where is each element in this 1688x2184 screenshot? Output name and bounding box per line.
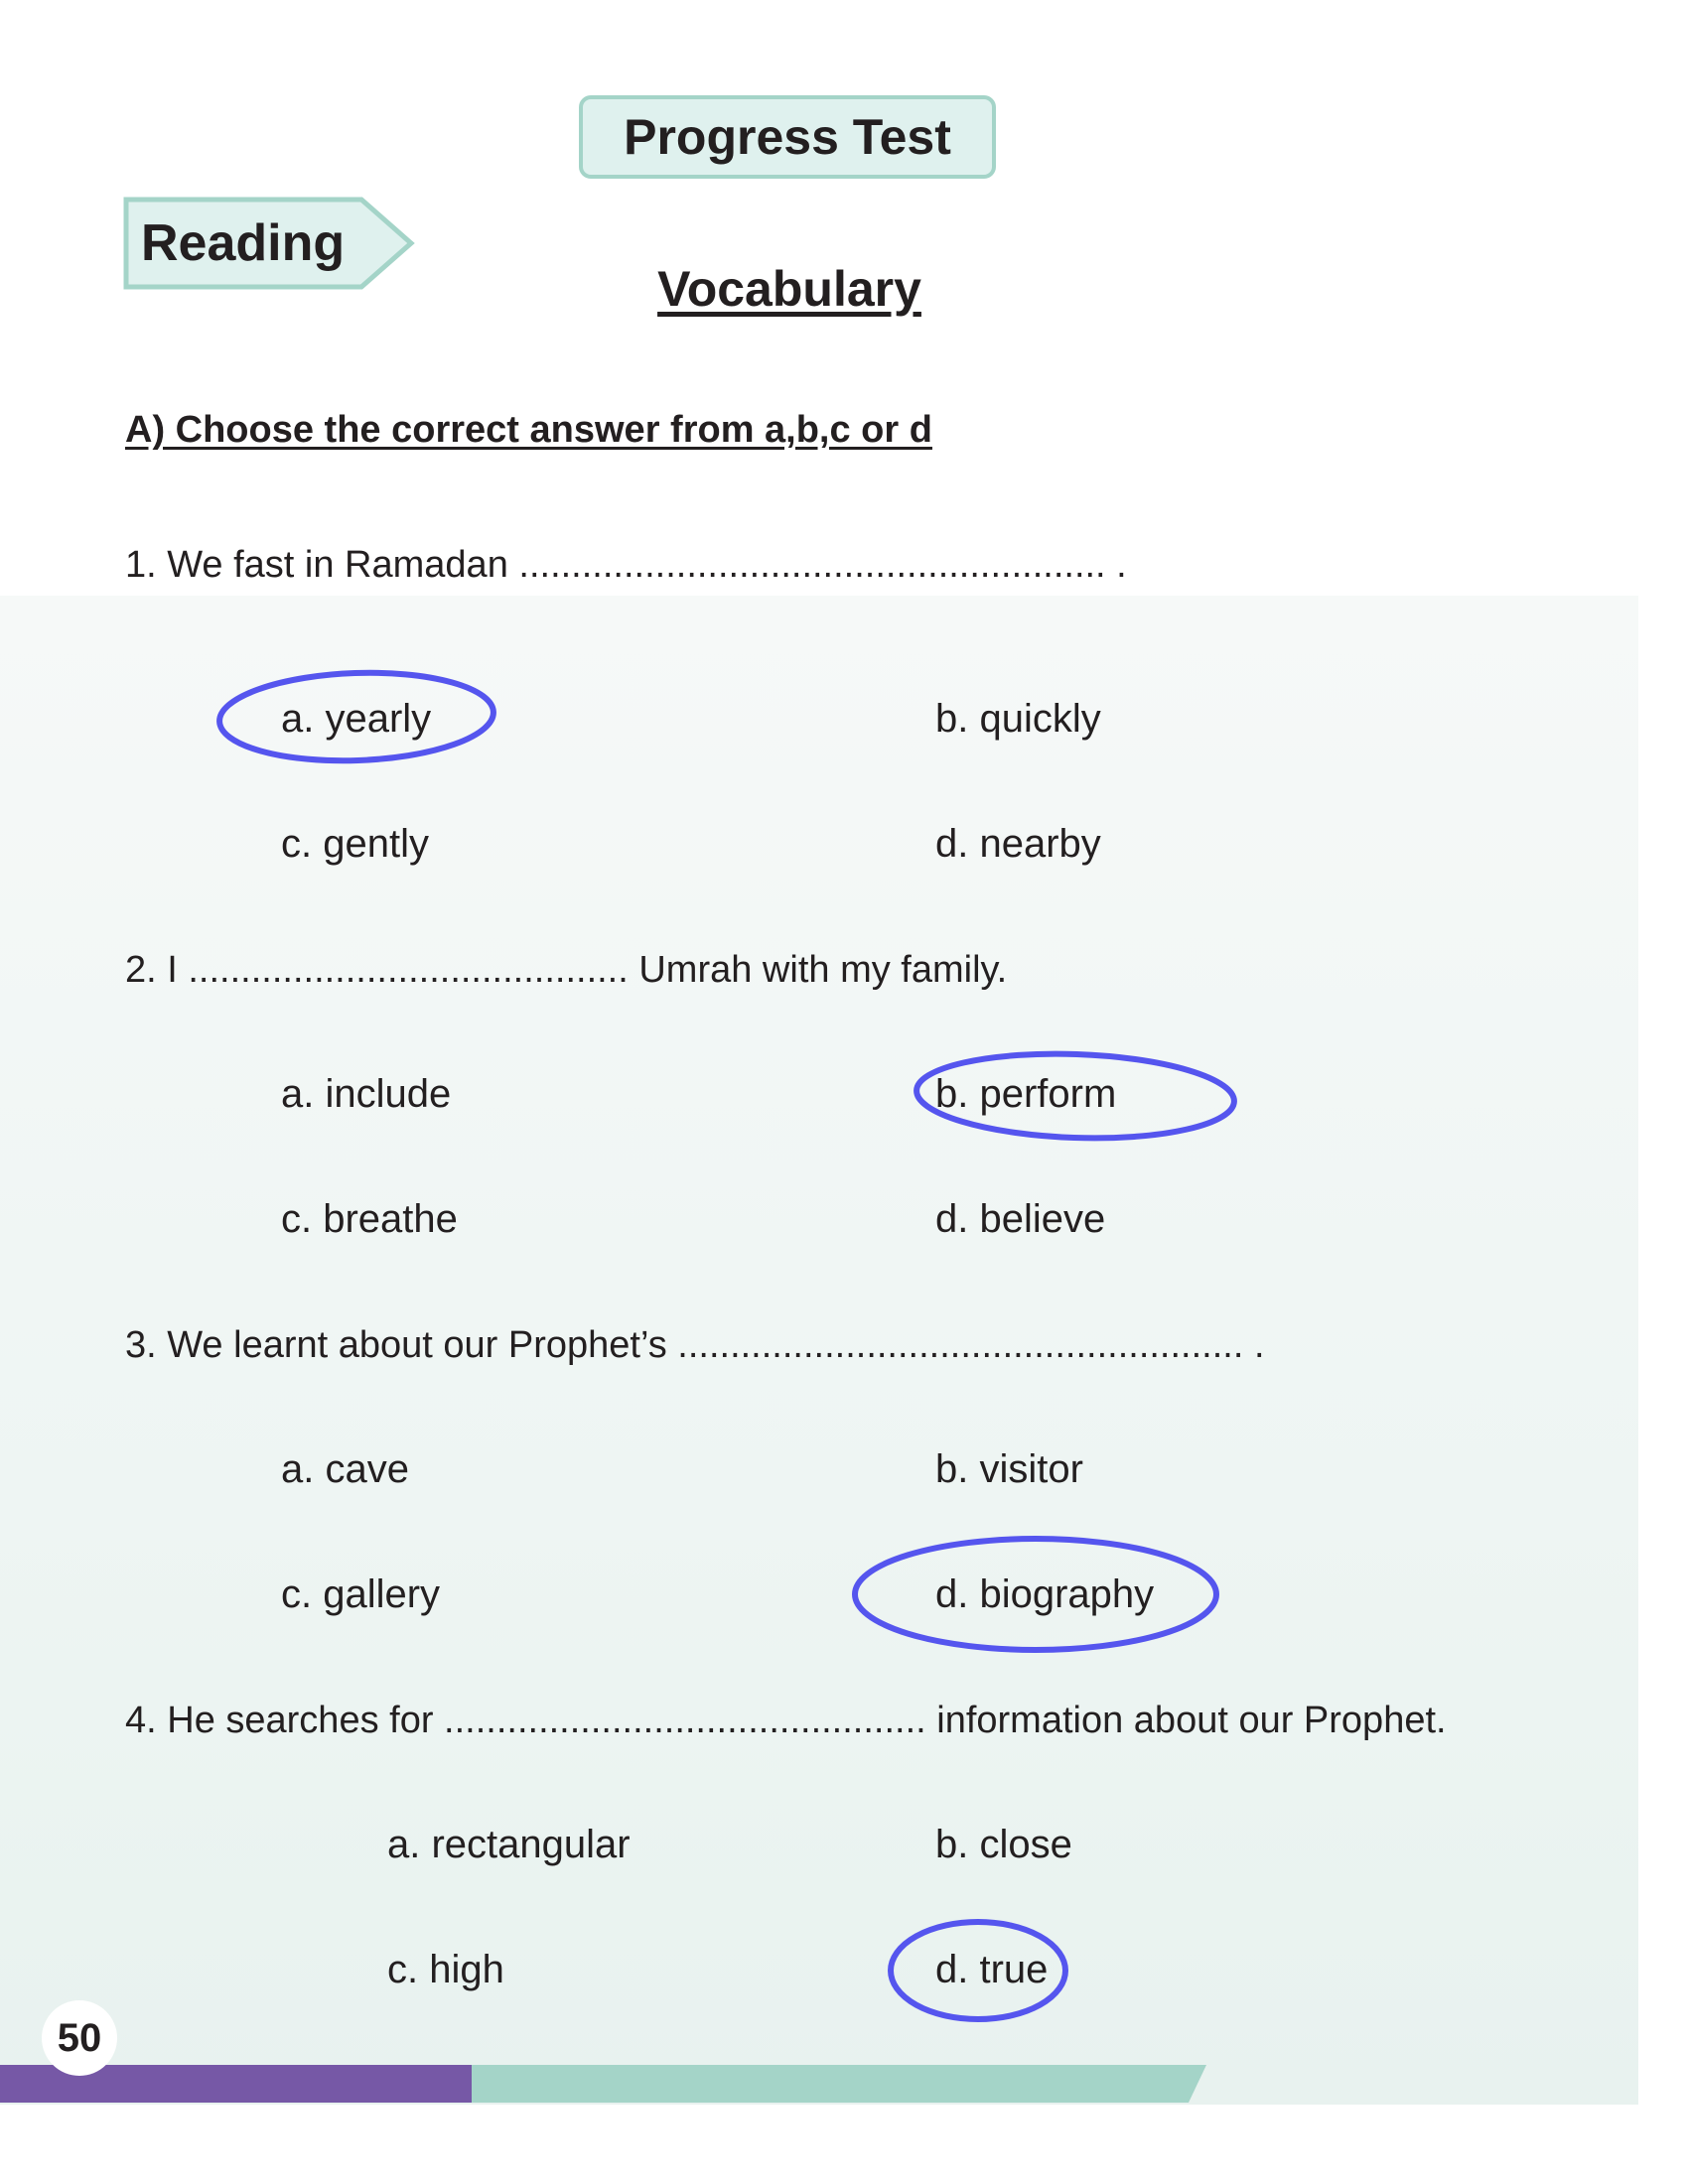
footer-bar-teal — [472, 2065, 1206, 2103]
answer-blank: ...................................................... — [677, 1324, 1244, 1366]
option-3d[interactable]: d. biography — [935, 1572, 1155, 1616]
option-3b[interactable]: b. visitor — [935, 1447, 1083, 1491]
option-4d[interactable]: d. true — [935, 1948, 1049, 1991]
option-2a[interactable]: a. include — [281, 1072, 452, 1116]
option-1d[interactable]: d. nearby — [935, 822, 1101, 866]
question-1 — [125, 544, 1127, 587]
question-3-text: 3. We learnt about our Prophet’s — [125, 1324, 678, 1366]
reading-label: Reading — [141, 214, 346, 272]
answer-circle-4 — [882, 1914, 1076, 2029]
answer-blank: .............................................. — [444, 1700, 926, 1741]
option-1a[interactable]: a. yearly — [281, 697, 432, 741]
answer-blank: .......................................... — [188, 949, 629, 991]
question-3-end: . — [1243, 1324, 1265, 1366]
answer-circle-1 — [213, 665, 503, 772]
option-4a[interactable]: a. rectangular — [387, 1823, 631, 1866]
option-2b[interactable]: b. perform — [935, 1072, 1117, 1116]
question-2-end: Umrah with my family. — [628, 949, 1008, 991]
option-4b[interactable]: b. close — [935, 1823, 1072, 1866]
option-1b[interactable]: b. quickly — [935, 697, 1101, 741]
question-2 — [125, 949, 1007, 992]
option-4c[interactable]: c. high — [387, 1948, 504, 1991]
answer-blank: ........................................................ — [518, 544, 1106, 586]
question-4-text: 4. He searches for — [125, 1700, 445, 1741]
vocabulary-heading: Vocabulary — [657, 261, 921, 317]
option-3a[interactable]: a. cave — [281, 1447, 409, 1491]
instruction-text: A) Choose the correct answer from a,b,c or d — [125, 409, 932, 451]
progress-test-title: Progress Test — [579, 95, 996, 179]
question-4 — [125, 1700, 1447, 1742]
question-3 — [125, 1324, 1265, 1367]
option-3c[interactable]: c. gallery — [281, 1572, 441, 1616]
question-4-end: information about our Prophet. — [925, 1700, 1447, 1741]
question-1-end: . — [1105, 544, 1127, 586]
option-1c[interactable]: c. gently — [281, 822, 429, 866]
answer-circle-2 — [909, 1044, 1246, 1150]
page-number: 50 — [42, 2000, 117, 2076]
option-2d[interactable]: d. believe — [935, 1197, 1106, 1241]
option-2c[interactable]: c. breathe — [281, 1197, 458, 1241]
question-2-text: 2. I — [125, 949, 189, 991]
question-1-text: 1. We fast in Ramadan — [125, 544, 519, 586]
answer-circle-3 — [849, 1532, 1226, 1659]
